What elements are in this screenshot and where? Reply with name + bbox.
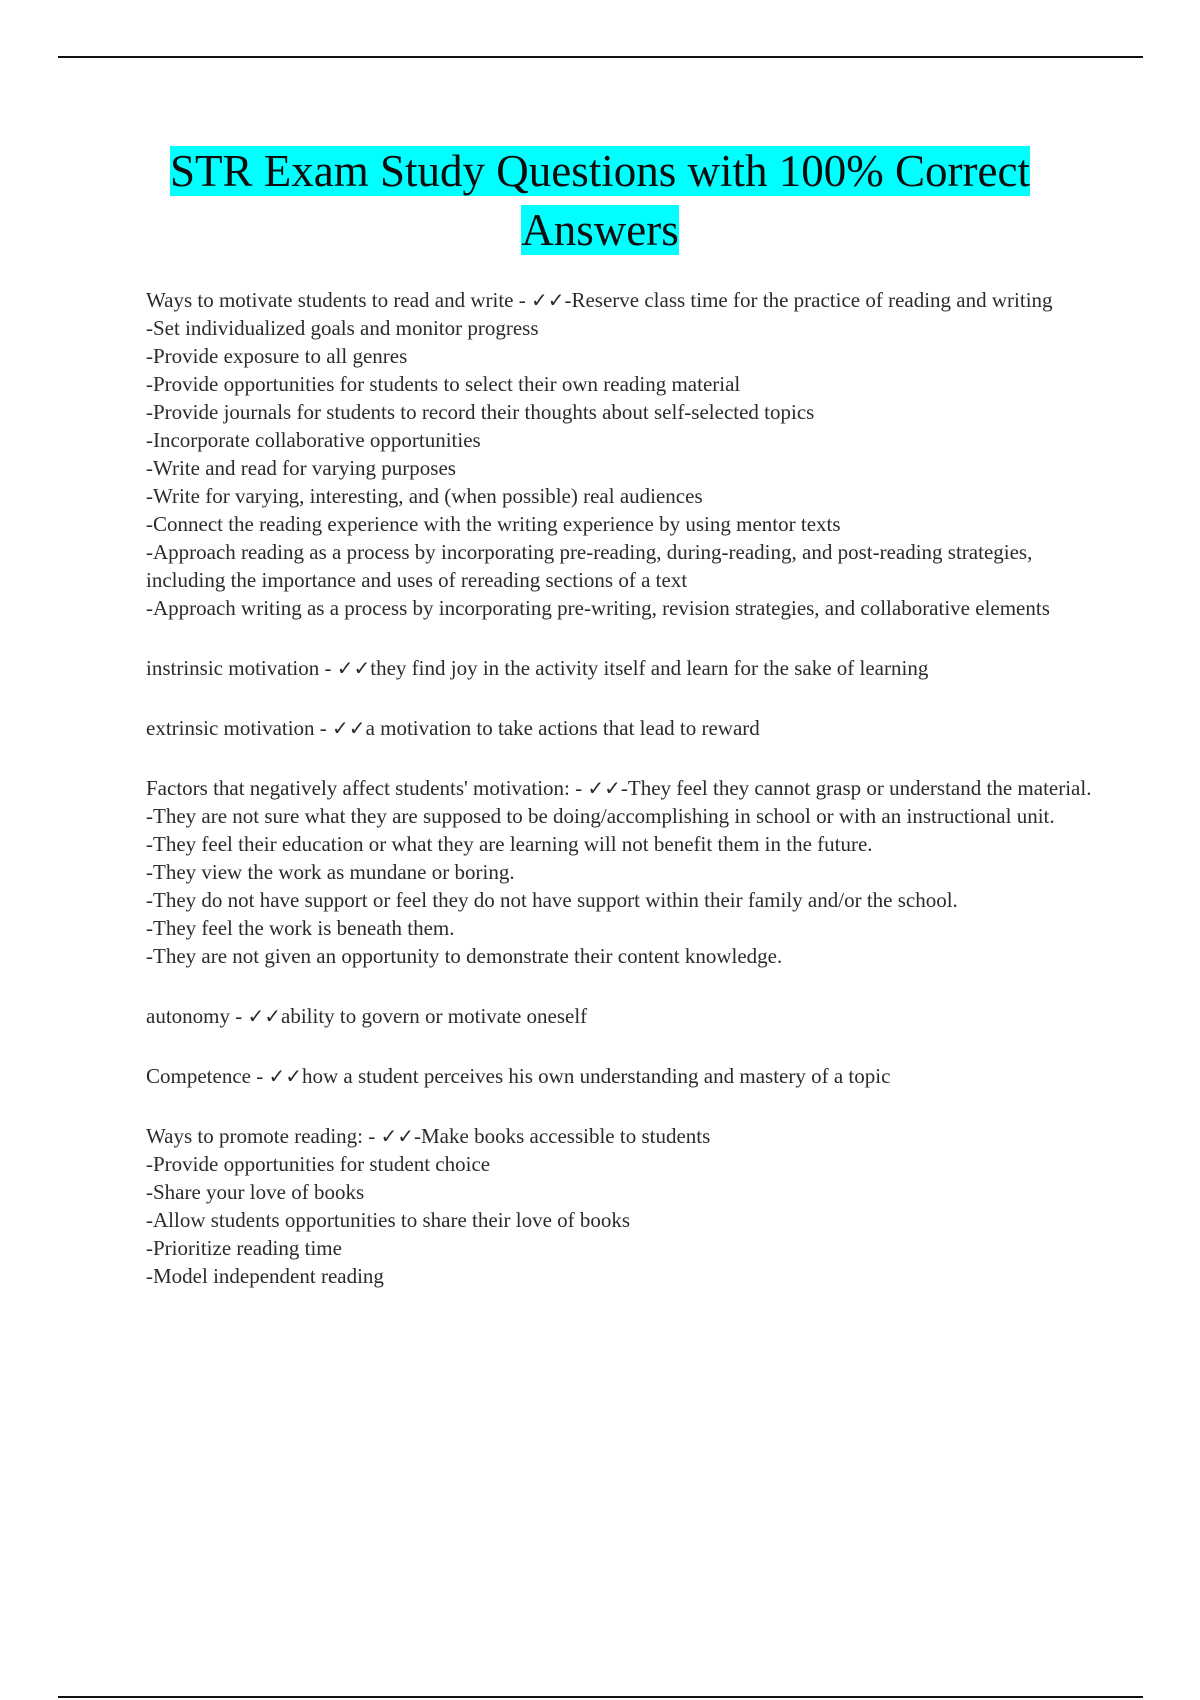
- qa-answer-line: -Set individualized goals and monitor progress: [146, 316, 539, 340]
- qa-answer: -Reserve class time for the practice of reading and writing: [564, 288, 1053, 312]
- bottom-rule: [58, 1696, 1143, 1698]
- qa-answer-line: -They view the work as mundane or boring.: [146, 860, 515, 884]
- qa-entry: [146, 774, 1106, 970]
- title-line-2: Answers: [521, 205, 679, 255]
- document-body: [146, 286, 1106, 1322]
- qa-first-line: [146, 1002, 1106, 1030]
- qa-answer-line: -Approach writing as a process by incorporating pre-writing, revision strategies, and collaborative elements: [146, 596, 1050, 620]
- qa-answer: they find joy in the activity itself and learn for the sake of learning: [370, 656, 929, 680]
- check-icon: ✓✓: [332, 716, 366, 740]
- qa-term: Ways to promote reading: -: [146, 1124, 381, 1148]
- qa-answer-line: -Write and read for varying purposes: [146, 456, 456, 480]
- qa-first-line: [146, 286, 1106, 314]
- qa-first-line: [146, 654, 1106, 682]
- qa-answer-line: -Provide journals for students to record their thoughts about self-selected topics: [146, 400, 815, 424]
- qa-entry: [146, 286, 1106, 622]
- check-icon: ✓✓: [247, 1004, 281, 1028]
- top-rule: [58, 56, 1143, 58]
- qa-term: Competence -: [146, 1064, 269, 1088]
- qa-first-line: [146, 1122, 1106, 1150]
- qa-entry: [146, 1002, 1106, 1030]
- qa-answer-line: -Write for varying, interesting, and (when possible) real audiences: [146, 484, 703, 508]
- qa-term: Factors that negatively affect students' motivation: -: [146, 776, 588, 800]
- qa-answer: ability to govern or motivate oneself: [281, 1004, 588, 1028]
- page-title: [100, 142, 1100, 260]
- qa-entry: [146, 1062, 1106, 1090]
- qa-answer-line: -They feel their education or what they are learning will not benefit them in the future.: [146, 832, 873, 856]
- qa-answer-line: -Allow students opportunities to share their love of books: [146, 1208, 631, 1232]
- title-line-1: STR Exam Study Questions with 100% Correct: [170, 146, 1030, 196]
- qa-term: Ways to motivate students to read and write -: [146, 288, 531, 312]
- check-icon: ✓✓: [530, 288, 565, 312]
- qa-first-line: [146, 1062, 1106, 1090]
- qa-answer-line: -They are not given an opportunity to demonstrate their content knowledge.: [146, 944, 783, 968]
- qa-answer: a motivation to take actions that lead to reward: [365, 716, 760, 740]
- qa-answer-line: -Provide exposure to all genres: [146, 344, 408, 368]
- qa-answer: -They feel they cannot grasp or understand the material.: [620, 776, 1092, 800]
- qa-answer-line: -Approach reading as a process by incorporating pre-reading, during-reading, and post-reading strategies, including the importance and uses of rereading sections of a text: [146, 540, 1033, 592]
- qa-first-line: [146, 714, 1106, 742]
- qa-term: extrinsic motivation -: [146, 716, 333, 740]
- check-icon: ✓✓: [380, 1124, 415, 1148]
- qa-term: instrinsic motivation -: [146, 656, 337, 680]
- qa-answer-line: -Model independent reading: [146, 1264, 384, 1288]
- qa-answer-line: -Share your love of books: [146, 1180, 365, 1204]
- qa-answer-line: -Prioritize reading time: [146, 1236, 342, 1260]
- qa-answer-line: -They do not have support or feel they do not have support within their family and/or the school.: [146, 888, 958, 912]
- qa-answer-line: -Incorporate collaborative opportunities: [146, 428, 481, 452]
- check-icon: ✓✓: [268, 1064, 302, 1088]
- qa-answer: how a student perceives his own understanding and mastery of a topic: [301, 1064, 891, 1088]
- qa-answer-line: -They are not sure what they are supposed to be doing/accomplishing in school or with an instructional unit.: [146, 804, 1055, 828]
- qa-entry: [146, 654, 1106, 682]
- check-icon: ✓✓: [336, 656, 371, 680]
- qa-answer: -Make books accessible to students: [414, 1124, 711, 1148]
- qa-entry: [146, 1122, 1106, 1290]
- check-icon: ✓✓: [587, 776, 621, 800]
- qa-answer-line: -Connect the reading experience with the writing experience by using mentor texts: [146, 512, 841, 536]
- qa-answer-line: -Provide opportunities for students to select their own reading material: [146, 372, 741, 396]
- qa-answer-line: -They feel the work is beneath them.: [146, 916, 455, 940]
- qa-term: autonomy -: [146, 1004, 248, 1028]
- qa-entry: [146, 714, 1106, 742]
- qa-first-line: [146, 774, 1106, 802]
- qa-answer-line: -Provide opportunities for student choice: [146, 1152, 491, 1176]
